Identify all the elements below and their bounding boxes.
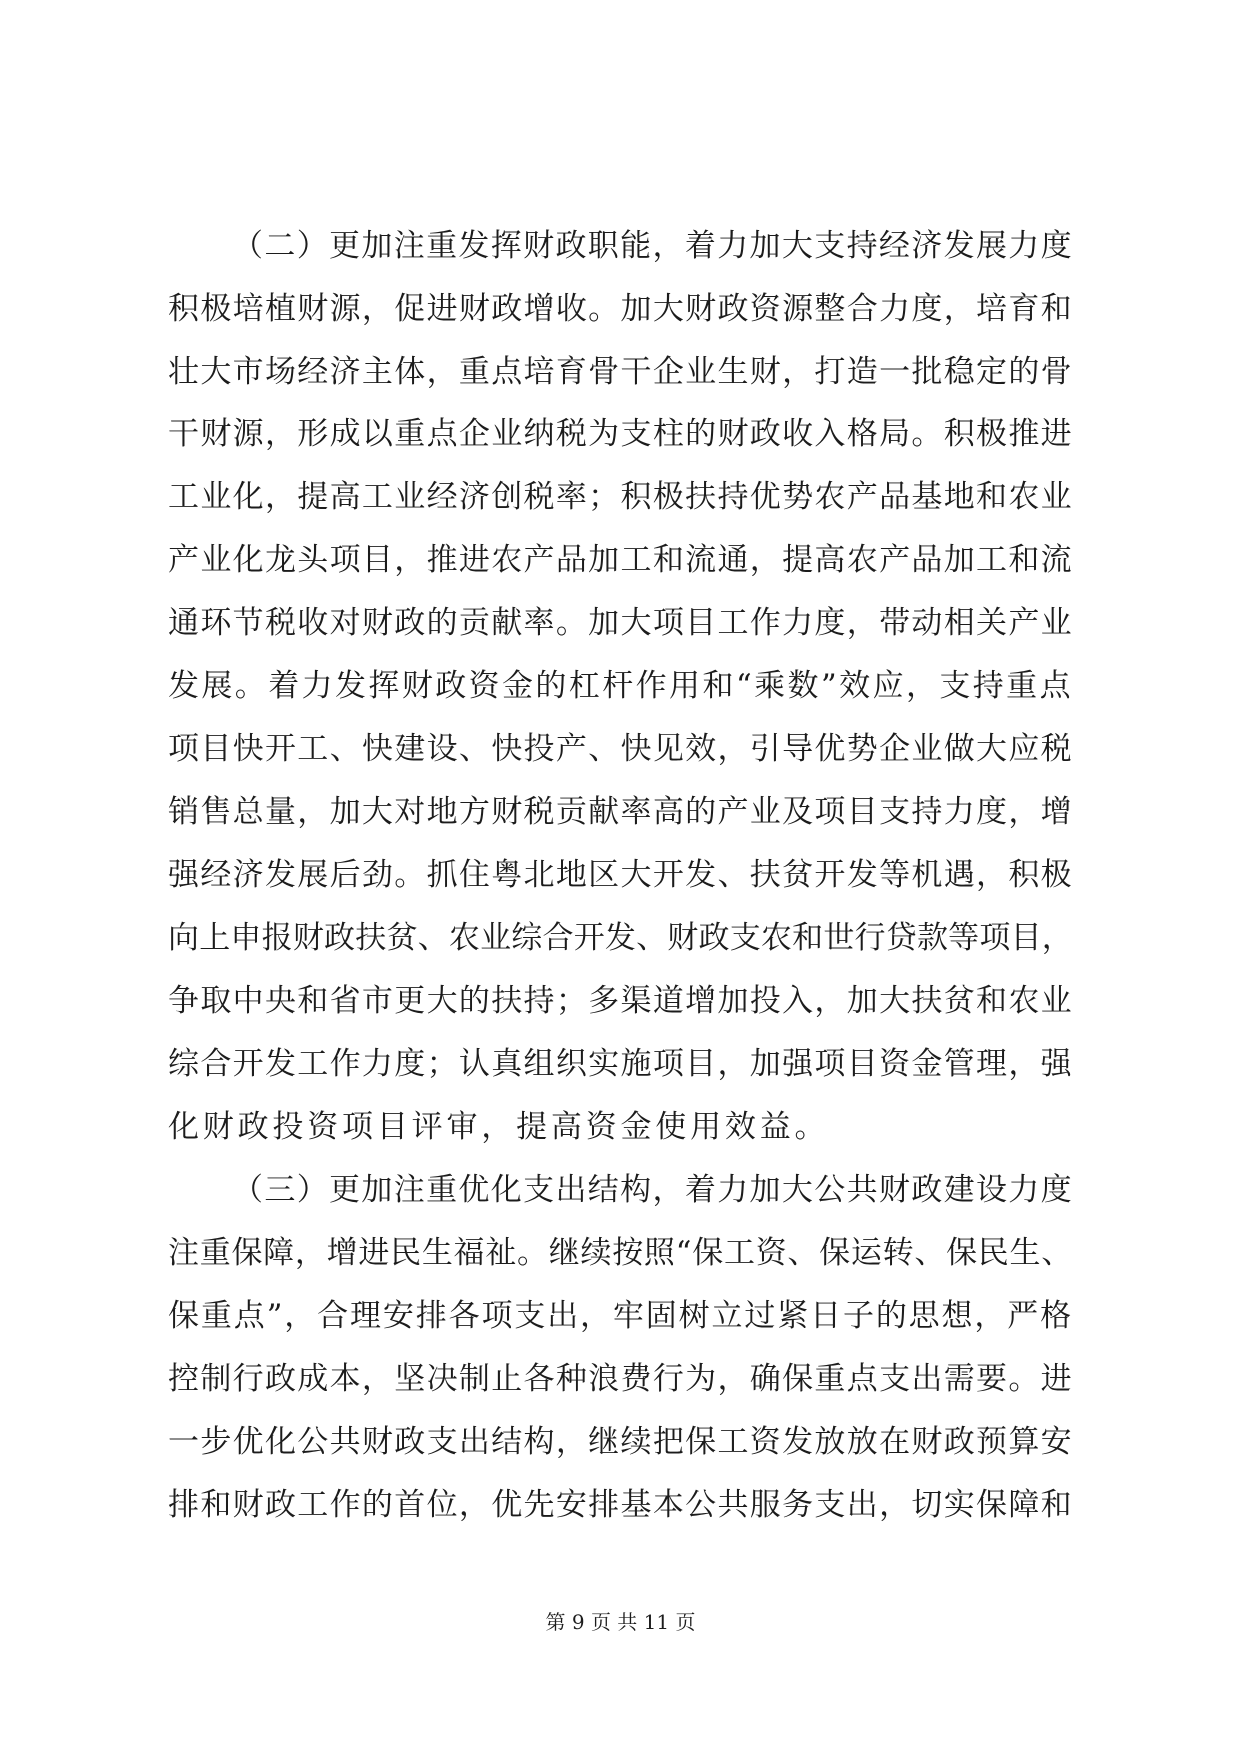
text-line [0, 352, 1241, 392]
text-line [0, 289, 1241, 329]
text-line [0, 666, 1241, 706]
line-text: 干财源，形成以重点企业纳税为支柱的财政收入格局。积极推进 [168, 416, 1073, 452]
line-text: 通环节税收对财政的贡献率。加大项目工作力度，带动相关产业 [168, 605, 1073, 641]
line-text: 壮大市场经济主体，重点培育骨干企业生财，打造一批稳定的骨 [168, 354, 1073, 390]
text-line [0, 1422, 1241, 1462]
line-text: 争取中央和省市更大的扶持；多渠道增加投入，加大扶贫和农业 [168, 983, 1073, 1019]
text-line [0, 1359, 1241, 1399]
text-line [0, 792, 1241, 832]
line-text: 发展。着力发挥财政资金的杠杆作用和“乘数”效应，支持重点 [168, 668, 1073, 704]
text-line [0, 1485, 1241, 1525]
line-text: 强经济发展后劲。抓住粤北地区大开发、扶贫开发等机遇，积极 [168, 857, 1073, 893]
line-text: 化财政投资项目评审，提高资金使用效益。 [168, 1109, 830, 1145]
text-line [0, 477, 1241, 517]
text-line [0, 226, 1241, 266]
text-line [0, 1233, 1241, 1273]
text-line [0, 603, 1241, 643]
line-text: 控制行政成本，坚决制止各种浪费行为，确保重点支出需要。进 [168, 1361, 1073, 1397]
line-text: 积极培植财源，促进财政增收。加大财政资源整合力度，培育和 [168, 291, 1073, 327]
line-text: 向上申报财政扶贫、农业综合开发、财政支农和世行贷款等项目， [168, 920, 1073, 956]
text-line [0, 1044, 1241, 1084]
text-line [0, 918, 1241, 958]
line-text: （二）更加注重发挥财政职能，着力加大支持经济发展力度 [232, 228, 1073, 264]
line-text: 保重点”，合理安排各项支出，牢固树立过紧日子的思想，严格 [168, 1298, 1073, 1334]
line-text: 产业化龙头项目，推进农产品加工和流通，提高农产品加工和流 [168, 542, 1073, 578]
line-text: 一步优化公共财政支出结构，继续把保工资发放放在财政预算安 [168, 1424, 1073, 1460]
line-text: 排和财政工作的首位，优先安排基本公共服务支出，切实保障和 [168, 1487, 1073, 1523]
line-text: 注重保障，增进民生福祉。继续按照“保工资、保运转、保民生、 [168, 1235, 1073, 1271]
line-text: （三）更加注重优化支出结构，着力加大公共财政建设力度 [232, 1172, 1073, 1208]
text-line [0, 1296, 1241, 1336]
line-text: 工业化，提高工业经济创税率；积极扶持优势农产品基地和农业 [168, 479, 1073, 515]
text-line [0, 1107, 1241, 1147]
page-number-footer: 第 9 页 共 11 页 [545, 1610, 696, 1634]
text-line [0, 414, 1241, 454]
line-text: 综合开发工作力度；认真组织实施项目，加强项目资金管理，强 [168, 1046, 1073, 1082]
line-text: 项目快开工、快建设、快投产、快见效，引导优势企业做大应税 [168, 731, 1073, 767]
text-line [0, 855, 1241, 895]
text-line [0, 1170, 1241, 1210]
text-line [0, 981, 1241, 1021]
line-text: 销售总量，加大对地方财税贡献率高的产业及项目支持力度，增 [168, 794, 1073, 830]
text-line [0, 540, 1241, 580]
text-line [0, 729, 1241, 769]
